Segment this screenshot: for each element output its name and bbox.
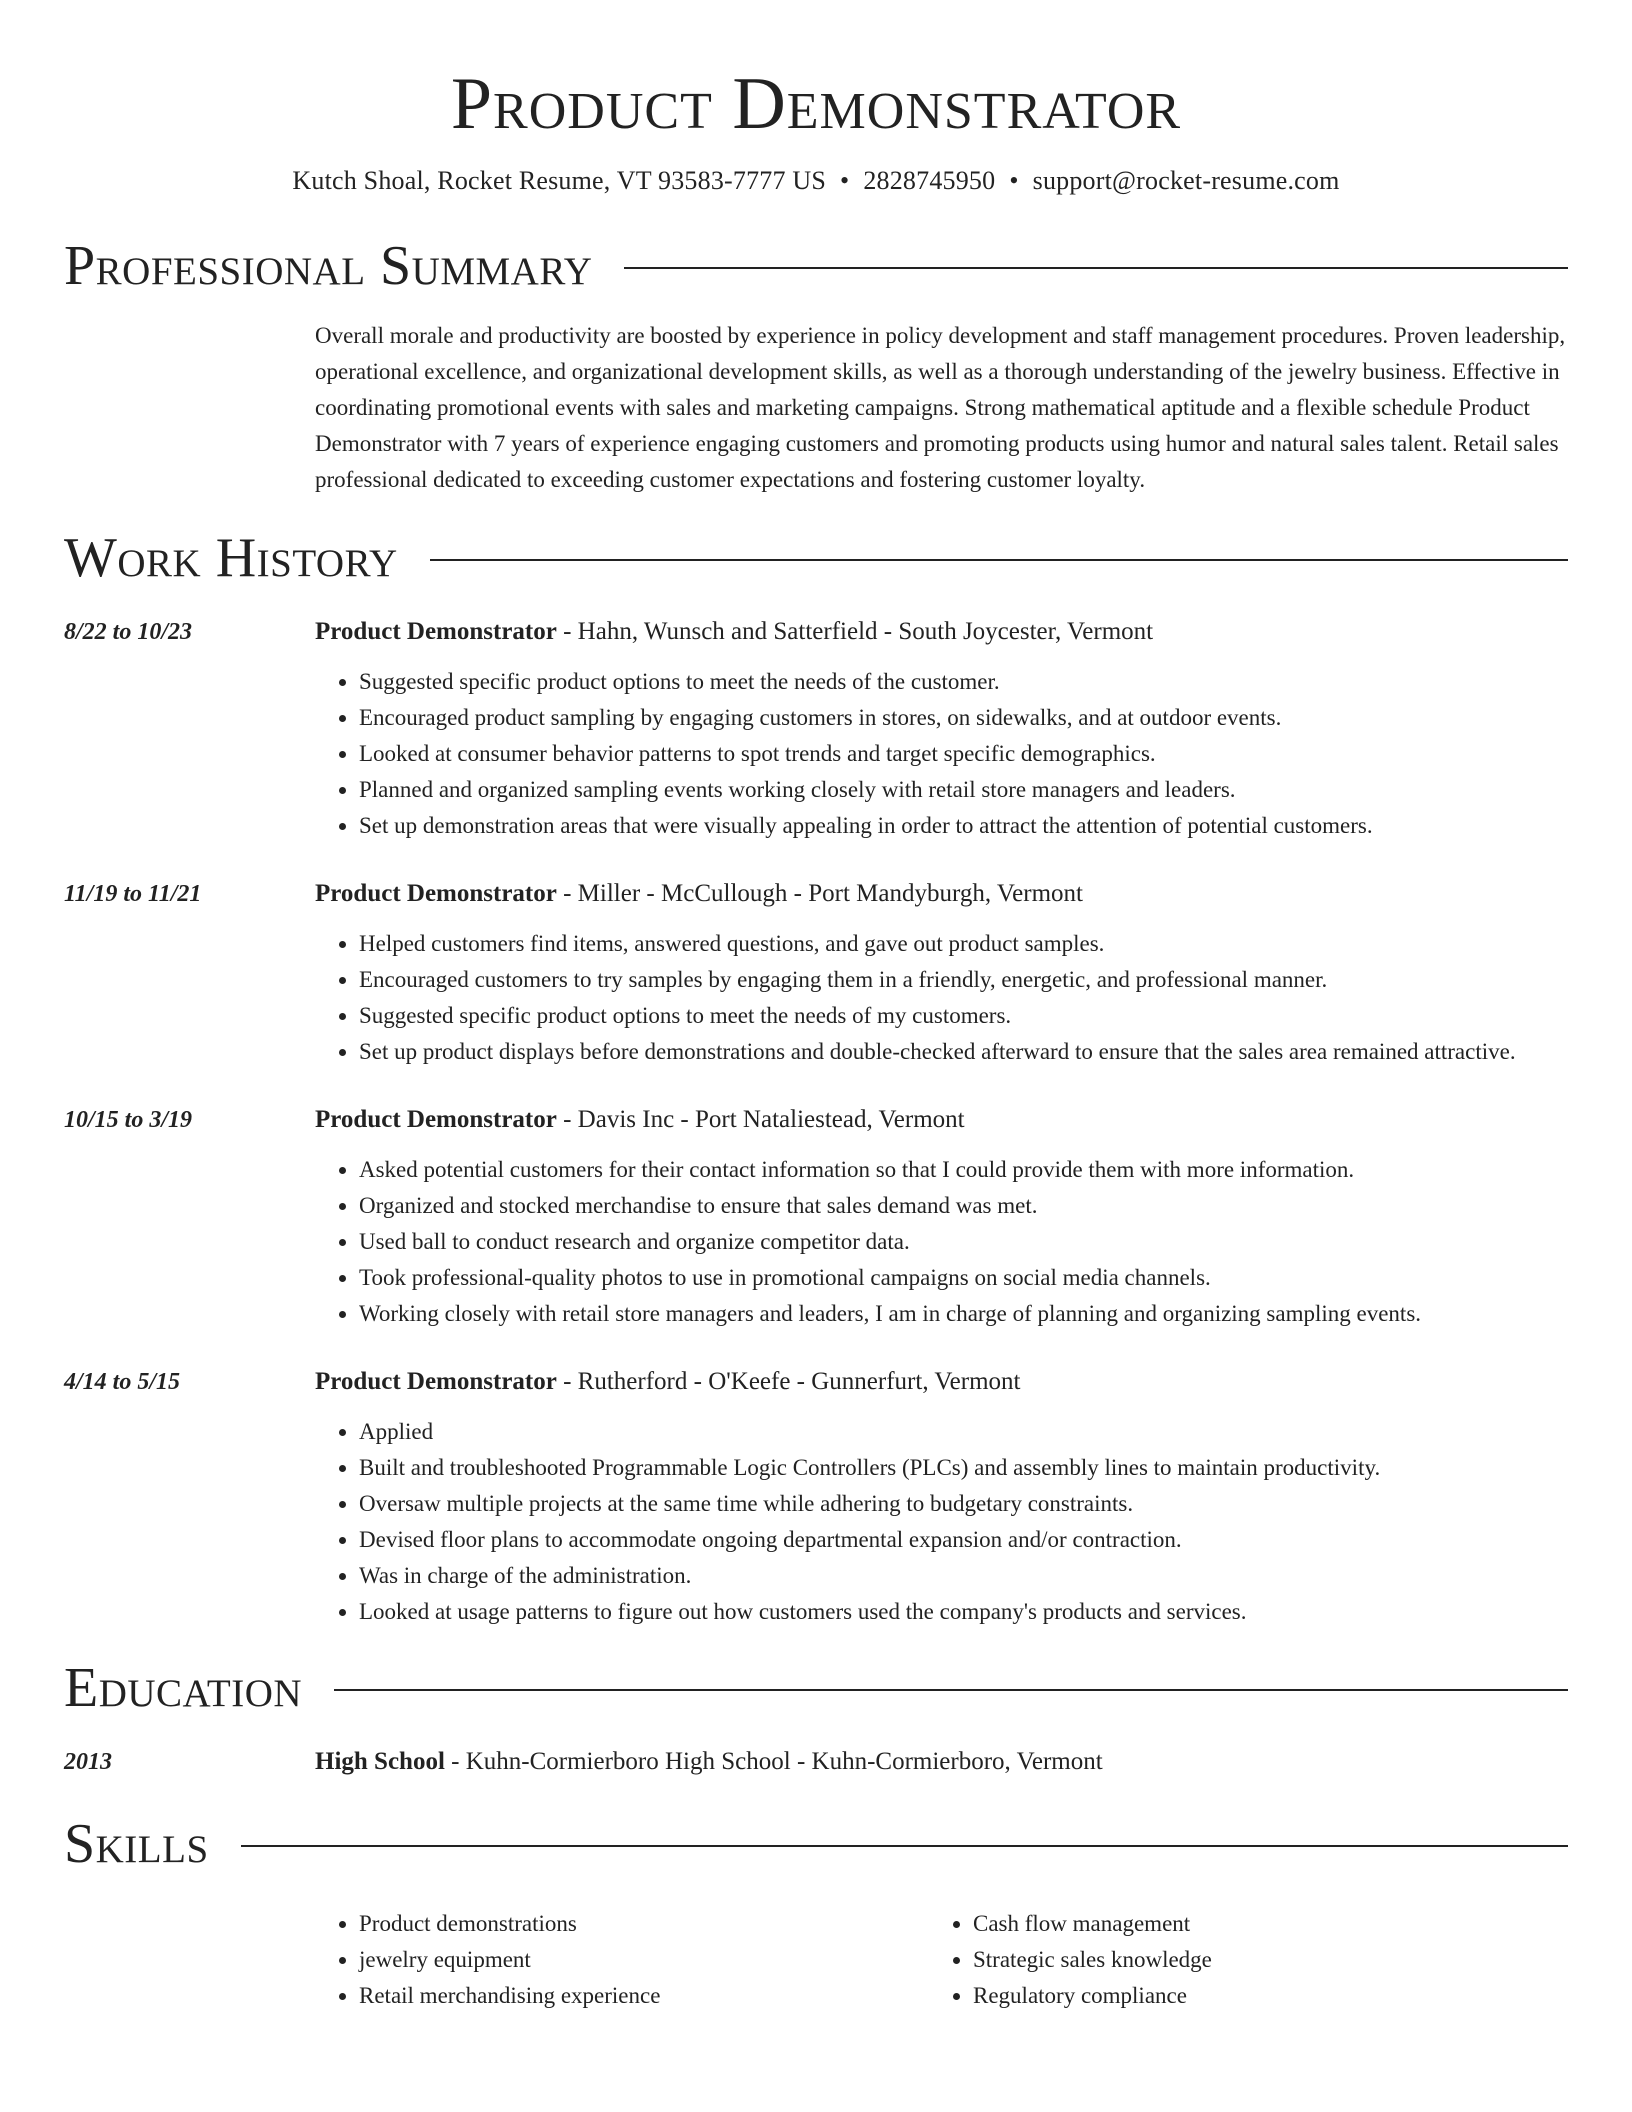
job-bullet: • Oversaw multiple projects at the same time while adhering to budgetary constraints. (359, 1486, 1568, 1522)
job-title-line (315, 876, 1568, 912)
contact-email: support@rocket-resume.com (1032, 166, 1340, 195)
section-divider (430, 559, 1568, 561)
skill-item: • Regulatory compliance (973, 1978, 1543, 2014)
job-entry (64, 614, 1568, 844)
job-employer: - Miller - McCullough - Port Mandyburgh, Vermont (556, 880, 1083, 907)
job-details (315, 876, 1568, 1070)
job-bullet: • Asked potential customers for their contact information so that I could provide them with more information. (359, 1152, 1568, 1188)
job-bullet: • Organized and stocked merchandise to ensure that sales demand was met. (359, 1188, 1568, 1224)
job-dates: 11/19 to 11/21 (64, 881, 202, 907)
job-bullets (315, 1414, 1568, 1630)
skills-column-left (315, 1906, 929, 2014)
job-title-line (315, 1102, 1568, 1138)
education-details (315, 1744, 1568, 1780)
contact-separator: • (840, 166, 850, 195)
job-bullet: • Encouraged product sampling by engaging customers in stores, on sidewalks, and at outdoor events. (359, 700, 1568, 736)
skill-item: • jewelry equipment (359, 1942, 929, 1978)
job-bullet: • Working closely with retail store managers and leaders, I am in charge of planning and organizing sampling events. (359, 1296, 1568, 1332)
education-dates: 2013 (64, 1749, 112, 1775)
job-bullet: • Took professional-quality photos to use in promotional campaigns on social media channels. (359, 1260, 1568, 1296)
job-role: Product Demonstrator (315, 1368, 557, 1395)
education-school: - Kuhn-Cormierboro High School - Kuhn-Cormierboro, Vermont (444, 1748, 1103, 1775)
job-entry (64, 876, 1568, 1070)
job-bullet: • Looked at usage patterns to figure out how customers used the company's products and services. (359, 1594, 1568, 1630)
resume-page (64, 0, 1568, 2014)
job-bullet: • Set up product displays before demonstrations and double-checked afterward to ensure that the sales area remained attractive. (359, 1034, 1568, 1070)
education-title-line (315, 1744, 1568, 1780)
job-bullets (315, 1152, 1568, 1332)
section-title: Skills (64, 1813, 209, 1875)
job-bullet: • Planned and organized sampling events working closely with retail store managers and leaders. (359, 772, 1568, 808)
job-entry (64, 1364, 1568, 1630)
section-header-skills (64, 1814, 1568, 1874)
job-title-line (315, 1364, 1568, 1400)
contact-line (64, 164, 1568, 198)
job-bullet: • Was in charge of the administration. (359, 1558, 1568, 1594)
job-bullet: • Devised floor plans to accommodate ongoing departmental expansion and/or contraction. (359, 1522, 1568, 1558)
job-bullet: • Helped customers find items, answered questions, and gave out product samples. (359, 926, 1568, 962)
job-dates: 10/15 to 3/19 (64, 1107, 193, 1133)
education-degree: High School (315, 1748, 445, 1775)
job-dates: 8/22 to 10/23 (64, 619, 193, 645)
section-header-summary (64, 236, 1568, 296)
section-divider (241, 1845, 1568, 1847)
section-title: Education (64, 1657, 303, 1719)
section-header-work-history (64, 528, 1568, 588)
job-dates: 4/14 to 5/15 (64, 1369, 181, 1395)
section-divider (624, 267, 1568, 269)
job-bullets (315, 664, 1568, 844)
summary-text: Overall morale and productivity are boosted by experience in policy development and staff management procedures. Proven leadership, operational excellence, and organizational development skills, as well as a thorough understanding of the jewelry business. Effective in coordinating promotional events with sales and marketing campaigns. Strong mathematical aptitude and a flexible schedule Product Demonstrator with 7 years of experience engaging customers and promoting products using humor and natural sales talent. Retail sales professional dedicated to exceeding customer expectations and fostering customer loyalty. (315, 323, 1566, 492)
job-title-line (315, 614, 1568, 650)
job-role: Product Demonstrator (315, 880, 557, 907)
education-entry (64, 1744, 1568, 1780)
job-role: Product Demonstrator (315, 1106, 557, 1133)
contact-address: Kutch Shoal, Rocket Resume, VT 93583-7777 US (292, 166, 827, 195)
job-details (315, 1364, 1568, 1630)
section-title: Work History (64, 527, 398, 589)
section-title: Professional Summary (64, 235, 593, 297)
job-details (315, 1102, 1568, 1332)
section-header-education (64, 1658, 1568, 1718)
contact-phone: 2828745950 (863, 166, 996, 195)
skill-item: • Retail merchandising experience (359, 1978, 929, 2014)
job-employer: - Davis Inc - Port Nataliestead, Vermont (556, 1106, 965, 1133)
job-bullet: • Applied (359, 1414, 1568, 1450)
job-bullet: • Suggested specific product options to meet the needs of my customers. (359, 998, 1568, 1034)
job-bullet: • Used ball to conduct research and organize competitor data. (359, 1224, 1568, 1260)
skills-column-right (929, 1906, 1543, 2014)
skills-list (315, 1906, 1568, 2014)
job-employer: - Rutherford - O'Keefe - Gunnerfurt, Vermont (556, 1368, 1021, 1395)
job-bullet: • Looked at consumer behavior patterns to spot trends and target specific demographics. (359, 736, 1568, 772)
work-history-list (64, 614, 1568, 1630)
skill-item: • Cash flow management (973, 1906, 1543, 1942)
skill-item: • Strategic sales knowledge (973, 1942, 1543, 1978)
job-role: Product Demonstrator (315, 618, 557, 645)
section-divider (334, 1689, 1568, 1691)
contact-separator: • (1009, 166, 1019, 195)
job-employer: - Hahn, Wunsch and Satterfield - South Joycester, Vermont (556, 618, 1154, 645)
job-details (315, 614, 1568, 844)
resume-name: Product Demonstrator (450, 63, 1182, 145)
job-bullet: • Suggested specific product options to meet the needs of the customer. (359, 664, 1568, 700)
job-entry (64, 1102, 1568, 1332)
job-bullet: • Built and troubleshooted Programmable Logic Controllers (PLCs) and assembly lines to maintain productivity. (359, 1450, 1568, 1486)
job-bullet: • Set up demonstration areas that were visually appealing in order to attract the attention of potential customers. (359, 808, 1568, 844)
job-bullets (315, 926, 1568, 1070)
skill-item: • Product demonstrations (359, 1906, 929, 1942)
job-bullet: • Encouraged customers to try samples by engaging them in a friendly, energetic, and professional manner. (359, 962, 1568, 998)
